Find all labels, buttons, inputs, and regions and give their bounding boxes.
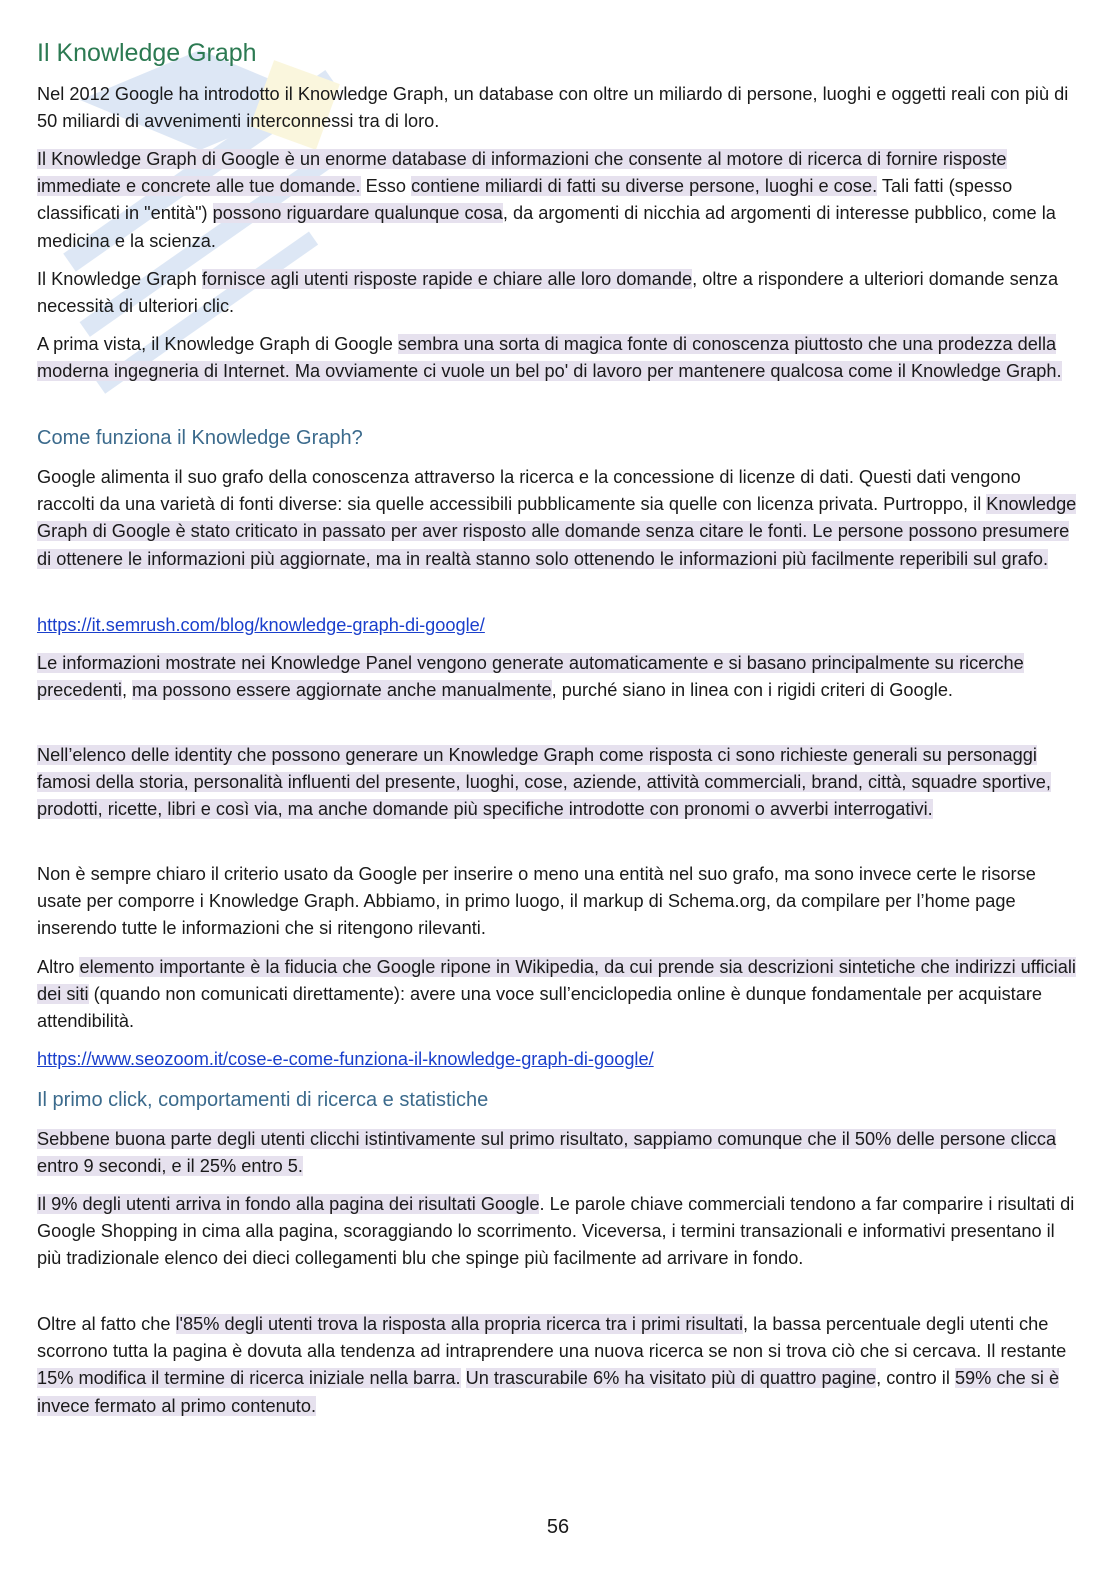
paragraph-1: Nel 2012 Google ha introdotto il Knowledge Graph, un database con oltre un miliardo di persone, luoghi e oggetti reali con più di 50 miliardi di avvenimenti interconnessi tra di loro. <box>37 84 1069 132</box>
section-heading-first-click: Il primo click, comportamenti di ricerca e statistiche <box>37 1089 489 1111</box>
paragraph-8: Non è sempre chiaro il criterio usato da Google per inserire o meno una entità nel suo grafo, ma sono invece certe le risorse usate per comporre i Knowledge Graph. Abbiamo, in primo luogo, il markup di Schema.org, da compilare per l’home page inserendo tutte le informazioni che si ritengono rilevanti. <box>37 864 1036 939</box>
paragraph-4: A prima vista, il Knowledge Graph di Google sembra una sorta di magica fonte di conoscenza piuttosto che una prodezza della moderna ingegneria di Internet. Ma ovviamente ci vuole un bel po' di lavoro per mantenere qualcosa come il Knowledge Graph. <box>37 334 1062 382</box>
paragraph-3: Il Knowledge Graph fornisce agli utenti risposte rapide e chiare alle loro domande, oltre a rispondere a ulteriori domande senza necessità di ulteriori clic. <box>37 269 1059 317</box>
paragraph-7: Nell’elenco delle identity che possono generare un Knowledge Graph come risposta ci sono richieste generali su personaggi famosi della storia, personalità influenti del presente, luoghi, cose, aziende, attività commerciali, brand, città, squadre sportive, prodotti, ricette, libri e così via, ma anche domande più specifiche introdotte con pronomi o avverbi interrogativi. <box>37 745 1051 820</box>
paragraph-10: Sebbene buona parte degli utenti clicchi istintivamente sul primo risultato, sappiamo comunque che il 50% delle persone clicca entro 9 secondi, e il 25% entro 5. <box>37 1129 1057 1177</box>
paragraph-6: Le informazioni mostrate nei Knowledge Panel vengono generate automaticamente e si basano principalmente su ricerche precedenti, ma possono essere aggiornate anche manualmente, purché siano in linea con i rigidi criteri di Google. <box>37 653 1024 701</box>
paragraph-11: Il 9% degli utenti arriva in fondo alla pagina dei risultati Google. Le parole chiave commerciali tendono a far comparire i risultati di Google Shopping in cima alla pagina, scoraggiando lo scorrimento. Viceversa, i termini transazionali e informativi presentano il più tradizionale elenco dei dieci collegamenti blu che spinge più facilmente ad arrivare in fondo. <box>37 1194 1075 1269</box>
paragraph-5: Google alimenta il suo grafo della conoscenza attraverso la ricerca e la concessione di licenze di dati. Questi dati vengono raccolti da una varietà di fonti diverse: sia quelle accessibili pubblicamente sia quelle con licenza privata. Purtroppo, il Knowledge Graph di Google è stato criticato in passato per aver risposto alle domande senza citare le fonti. Le persone possono presumere di ottenere le informazioni più aggiornate, ma in realtà stanno solo ottenendo le informazioni più facilmente reperibili sul grafo. <box>37 467 1077 569</box>
section-heading-how-it-works: Come funziona il Knowledge Graph? <box>37 427 363 449</box>
link-seozoom[interactable]: https://www.seozoom.it/cose-e-come-funziona-il-knowledge-graph-di-google/ <box>37 1049 654 1069</box>
link-semrush[interactable]: https://it.semrush.com/blog/knowledge-graph-di-google/ <box>37 615 485 635</box>
paragraph-2: Il Knowledge Graph di Google è un enorme database di informazioni che consente al motore di ricerca di fornire risposte immediate e concrete alle tue domande. Esso contiene miliardi di fatti su diverse persone, luoghi e cose. Tali fatti (spesso classificati in "entità") possono riguardare qualunque cosa, da argomenti di nicchia ad argomenti di interesse pubblico, come la medicina e la scienza. <box>37 149 1056 251</box>
page-title: Il Knowledge Graph <box>37 39 257 67</box>
link-semrush-paragraph <box>37 612 1082 639</box>
page-number: 56 <box>546 1516 570 1538</box>
link-seozoom-paragraph <box>37 1046 1082 1073</box>
paragraph-12: Oltre al fatto che l'85% degli utenti trova la risposta alla propria ricerca tra i primi risultati, la bassa percentuale degli utenti che scorrono tutta la pagina è dovuta alla tendenza ad intraprendere una nuova ricerca se non si trova ciò che si cercava. Il restante 15% modifica il termine di ricerca iniziale nella barra. Un trascurabile 6% ha visitato più di quattro pagine, contro il 59% che si è invece fermato al primo contenuto. <box>37 1314 1067 1416</box>
paragraph-9: Altro elemento importante è la fiducia che Google ripone in Wikipedia, da cui prende sia descrizioni sintetiche che indirizzi ufficiali dei siti (quando non comunicati direttamente): avere una voce sull’enciclopedia online è dunque fondamentale per acquistare attendibilità. <box>37 957 1076 1032</box>
